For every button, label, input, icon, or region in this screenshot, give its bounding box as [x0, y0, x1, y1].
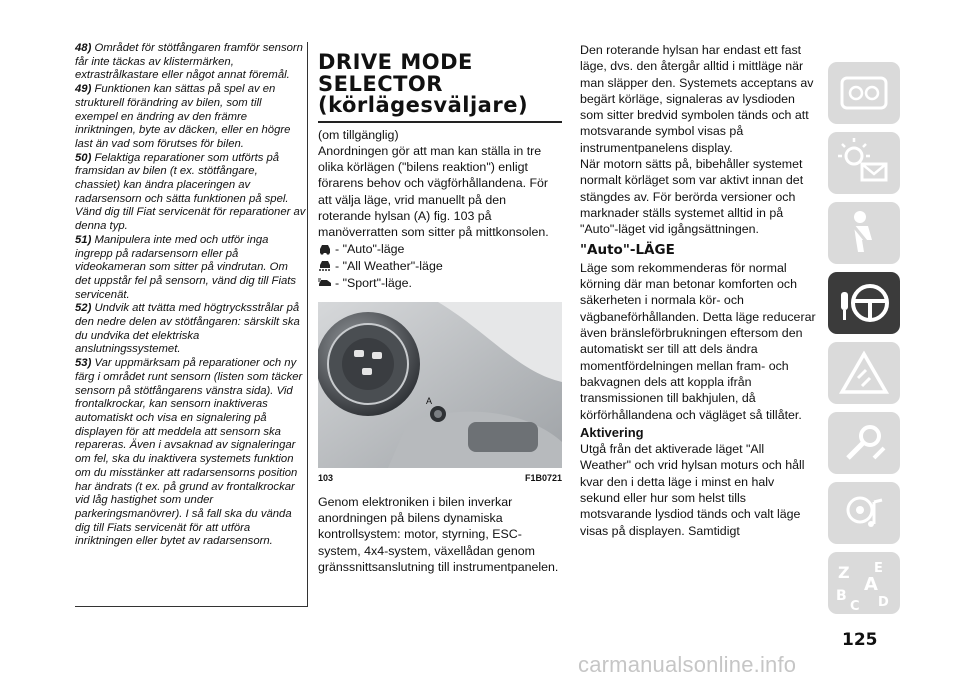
column-3	[580, 42, 816, 539]
footnote: 50) Felaktiga reparationer som utförts på framsidan av bilen (t ex. stötfångare, chassiet) kan ändra placeringen av radarsensorn och sätta funktionen på spel. Vänd dig till Fiat servicenät för reparationer av denna typ.	[75, 151, 306, 233]
figure-drive-mode-knob	[318, 302, 562, 468]
multimedia-icon	[828, 482, 900, 544]
svg-text:A: A	[864, 574, 878, 595]
chapter-tabs	[828, 62, 900, 622]
mode-item-auto: - "Auto"-läge	[318, 241, 562, 258]
intro-paragraph: (om tillgänglig) Anordningen gör att man kan ställa in tre olika körlägen ("bilens reaktion") enligt förarens behov och vägförhållandena. För att välja läge, vrid manuellt på den roterande hylsan (A) fig. 103 på manöverratten som sitter på mittkonsolen.	[318, 127, 549, 240]
heading-activation: Aktivering	[580, 424, 644, 440]
watermark: carmanualsonline.info	[578, 652, 797, 677]
footnote: 53) Var uppmärksam på reparationer och ny färg i området runt sensorn (listen som täcker sensorn på stötfångarens vänstra sida). Vid frontalkrockar, kan sensorn inaktiveras automatiskt och visa en signalering på displayen för att meddela att sensorn ska repareras. Även i avsaknad av signaleringar om fel, ska du inaktivera systemets funktion om du misstänker att radarsensorns position har ändrats (t ex. på grund av frontalkrockar vid låg hastighet som under parkeringsmanövrer). I så fall ska du vända dig till Fiats servicenät för att utföra inriktningen eller bytet av radarsensorn.	[75, 357, 303, 548]
section-title: DRIVE MODE SELECTOR (körlägesväljare)	[318, 50, 529, 117]
figure-caption: 103 F1B0721	[318, 472, 562, 483]
svg-text:C: C	[850, 599, 860, 614]
maintenance-icon	[828, 412, 900, 474]
drive-mode-section	[318, 52, 562, 575]
footnote: 49) Funktionen kan sättas på spel av en strukturell förändring av bilen, som till exempel en ändring av den främre inriktningen, byte av däcken, eller en högre last än vad som förutses för bilen.	[75, 83, 291, 150]
tab-multimedia[interactable]	[828, 482, 900, 544]
svg-text:B: B	[836, 588, 847, 604]
title-underline	[318, 121, 562, 123]
paragraph-rotary-sleeve: Den roterande hylsan har endast ett fast läge, dvs. den återgår alltid i mittläge när man släpper den. Systemets acceptans av begärt körläge, signaleras av lysdioden som sitter bredvid symbolen tänds och att motsvarande symbol visas på instrumentpanelens display.	[580, 43, 814, 155]
all-weather-mode-icon	[318, 260, 332, 272]
paragraph-auto-mode: Läge som rekommenderas för normal körning där man betonar komforten och säkerheten i normala kör- och vägbaneförhållanden. Detta läge reducerar även bränsleförbrukningen eftersom den automatiskt ser till att dels ändra momentfördelningen mellan fram- och bakvagnen dels att koppla ifrån transmissionen till bakhjulen, då körförhållandena och vägläget så tillåter.	[580, 260, 816, 422]
sport-mode-icon	[318, 277, 332, 289]
footnote: 48) Området för stötfångaren framför sensorn får inte täckas av klistermärken, extrastrålkastare eller något annat föremål.	[75, 42, 303, 82]
tab-warning-lights[interactable]	[828, 132, 900, 194]
tab-maintenance[interactable]	[828, 412, 900, 474]
tab-starting-and-driving[interactable]	[828, 272, 900, 334]
footnotes-right-rule	[307, 42, 308, 607]
svg-text:Z: Z	[838, 563, 850, 582]
paragraph-engine-start: När motorn sätts på, bibehåller systemet normalt körläget som var aktivt innan det stängdes av. För berörda versioner och marknader ställs systemet alltid in på "Auto"-läget vid igångsättningen.	[580, 157, 804, 237]
index-icon	[828, 552, 900, 614]
heading-auto-mode: "Auto"-LÄGE	[580, 241, 675, 258]
svg-text:E: E	[874, 561, 883, 576]
tab-emergency[interactable]	[828, 342, 900, 404]
dashboard-icon	[828, 62, 900, 124]
electronics-paragraph: Genom elektroniken i bilen inverkar anordningen på bilens dynamiska kontrollsystem: motor, styrning, ESC-system, 4x4-system, växellådan genom gränssnittsanslutning till instrumentpanelen.	[318, 494, 559, 575]
warning-lights-icon	[828, 132, 900, 194]
footnote: 51) Manipulera inte med och utför inga ingrepp på radarsensorn eller på videokameran som sitter på vindrutan. Om det uppstår fel på sensorn, vänd dig till Fiats servicenät.	[75, 233, 297, 301]
paragraph-activation: Utgå från det aktiverade läget "All Weather" och vrid hylsan moturs och håll kvar den i detta läge i minst en halv sekund eller hur som helst tills motsvarande lysdiod tänds och valt läge visas på displayen. Samtidigt	[580, 442, 805, 538]
auto-mode-icon	[318, 243, 332, 255]
footnotes-bottom-rule	[75, 606, 308, 607]
footnotes-column	[75, 42, 306, 549]
tab-index[interactable]	[828, 552, 900, 614]
drive-mode-knob-photo	[318, 302, 562, 468]
mode-item-all-weather: - "All Weather"-läge	[318, 258, 562, 275]
driving-steering-wheel-icon	[828, 272, 900, 334]
emergency-icon	[828, 342, 900, 404]
tab-safety[interactable]	[828, 202, 900, 264]
svg-text:D: D	[878, 595, 889, 610]
svg-text:A: A	[426, 395, 433, 406]
safety-icon	[828, 202, 900, 264]
page-number: 125	[842, 630, 878, 650]
tab-dashboard[interactable]	[828, 62, 900, 124]
footnote: 52) Undvik att tvätta med högtrycksstrålar på den nedre delen av stötfångaren: särskilt ska du undvika det elektriska anslutningssystemet.	[75, 302, 300, 356]
mode-item-sport: - "Sport"-läge.	[318, 275, 562, 292]
